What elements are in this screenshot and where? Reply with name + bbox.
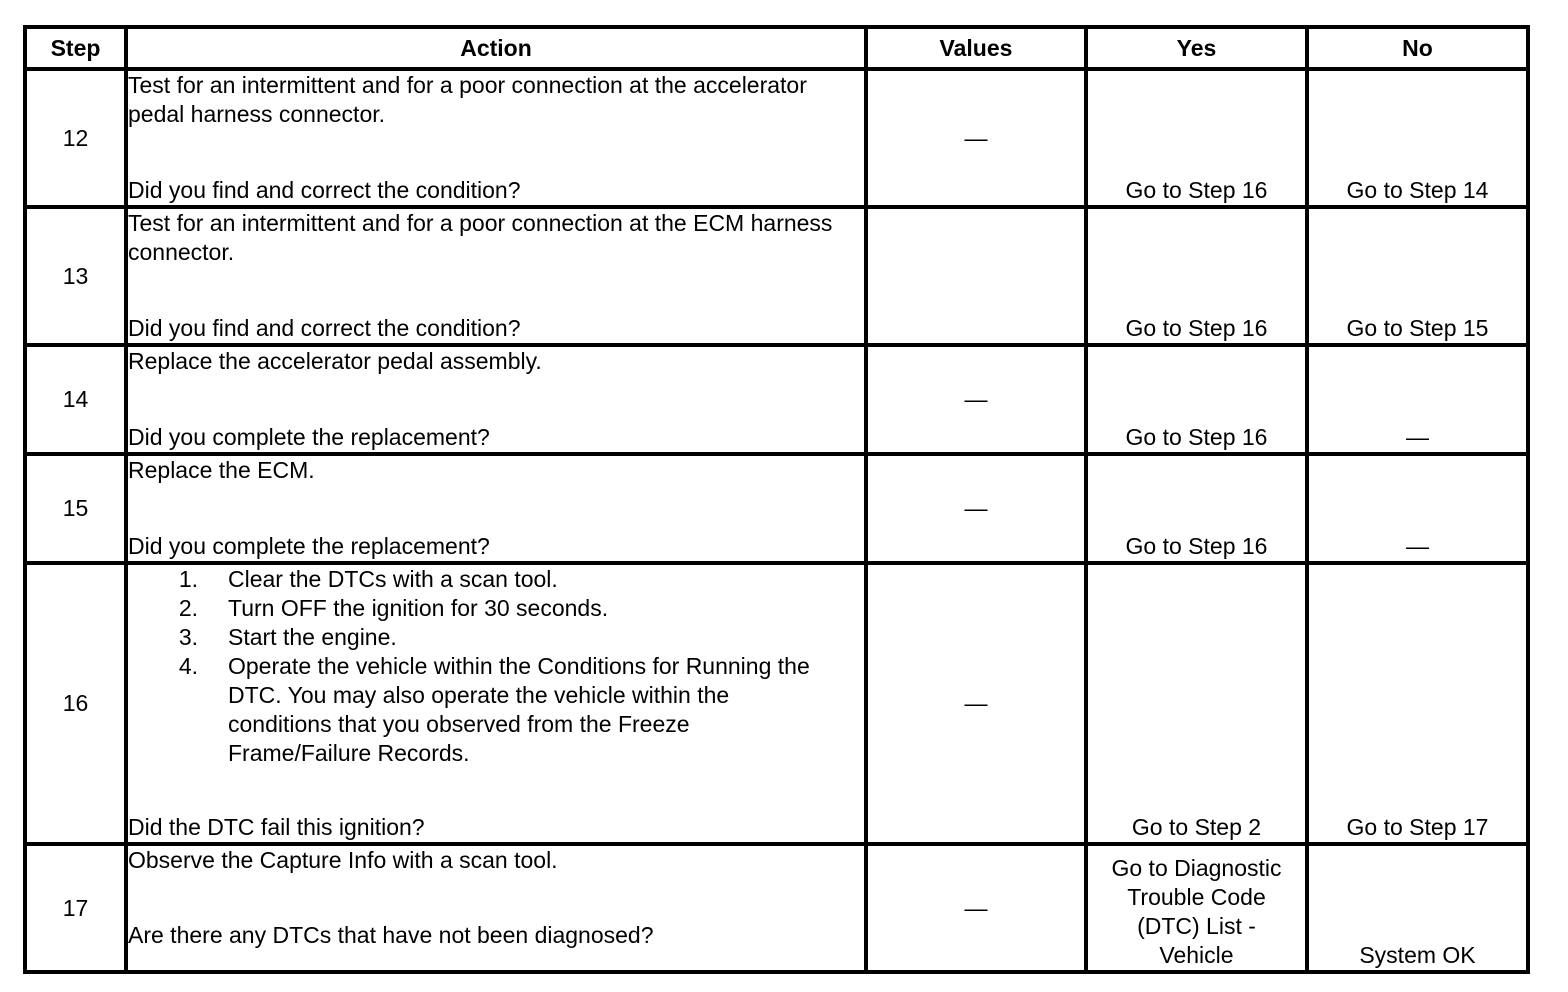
step-number: 13 [25, 207, 126, 345]
diagnostic-table [23, 25, 1530, 974]
procedure-list [128, 565, 864, 768]
list-item-number: 2. [178, 595, 198, 621]
values-cell: — [866, 69, 1086, 207]
table-row [25, 207, 1528, 345]
action-text: Replace the ECM. [128, 457, 315, 483]
values-cell: — [866, 844, 1086, 972]
action-cell [126, 69, 866, 207]
no-cell: — [1307, 454, 1528, 563]
list-item [128, 565, 864, 594]
table-row [25, 454, 1528, 563]
action-question: Did you complete the replacement? [128, 424, 490, 450]
action-question: Did you find and correct the condition? [128, 315, 521, 341]
step-number: 16 [25, 563, 126, 844]
yes-cell: Go to Step 2 [1086, 563, 1307, 844]
no-cell: System OK [1307, 844, 1528, 972]
table-row [25, 345, 1528, 454]
list-item-number: 3. [178, 624, 198, 650]
action-question: Did you complete the replacement? [128, 533, 490, 559]
list-item-number: 1. [178, 566, 198, 592]
action-cell [126, 207, 866, 345]
action-question: Did the DTC fail this ignition? [128, 814, 425, 840]
header-row [25, 27, 1528, 69]
action-text: Test for an intermittent and for a poor connection at the ECM harness connector. [128, 210, 833, 265]
list-item-text: Clear the DTCs with a scan tool. [228, 566, 558, 592]
no-cell: Go to Step 17 [1307, 563, 1528, 844]
values-cell [866, 207, 1086, 345]
action-question: Did you find and correct the condition? [128, 177, 521, 203]
header-yes: Yes [1086, 27, 1307, 69]
list-item [128, 594, 864, 623]
no-cell: — [1307, 345, 1528, 454]
no-cell: Go to Step 14 [1307, 69, 1528, 207]
action-text: Observe the Capture Info with a scan tool. [128, 847, 558, 873]
header-values: Values [866, 27, 1086, 69]
action-cell [126, 454, 866, 563]
yes-cell: Go to Step 16 [1086, 345, 1307, 454]
action-cell [126, 345, 866, 454]
yes-cell: Go to Step 16 [1086, 69, 1307, 207]
header-step: Step [25, 27, 126, 69]
action-cell [126, 844, 866, 972]
no-cell: Go to Step 15 [1307, 207, 1528, 345]
action-text: Test for an intermittent and for a poor connection at the accelerator pedal harness connector. [128, 72, 807, 127]
header-action: Action [126, 27, 866, 69]
table-row [25, 844, 1528, 972]
values-cell: — [866, 345, 1086, 454]
list-item [128, 623, 864, 652]
yes-cell: Go to Diagnostic Trouble Code (DTC) List - Vehicle [1086, 844, 1307, 972]
step-number: 17 [25, 844, 126, 972]
table-row [25, 563, 1528, 844]
list-item-text: Turn OFF the ignition for 30 seconds. [228, 595, 609, 621]
table-row [25, 69, 1528, 207]
action-text: Replace the accelerator pedal assembly. [128, 348, 542, 374]
action-cell [126, 563, 866, 844]
list-item [128, 652, 864, 768]
step-number: 12 [25, 69, 126, 207]
list-item-number: 4. [178, 653, 198, 679]
step-number: 14 [25, 345, 126, 454]
values-cell: — [866, 563, 1086, 844]
yes-cell: Go to Step 16 [1086, 207, 1307, 345]
list-item-text: Start the engine. [228, 624, 397, 650]
list-item-text: Operate the vehicle within the Conditions for Running the DTC. You may also operate the vehicle within the conditions that you observed from the Freeze Frame/Failure Records. [228, 653, 810, 766]
yes-cell: Go to Step 16 [1086, 454, 1307, 563]
action-question: Are there any DTCs that have not been diagnosed? [128, 922, 654, 948]
step-number: 15 [25, 454, 126, 563]
header-no: No [1307, 27, 1528, 69]
values-cell: — [866, 454, 1086, 563]
